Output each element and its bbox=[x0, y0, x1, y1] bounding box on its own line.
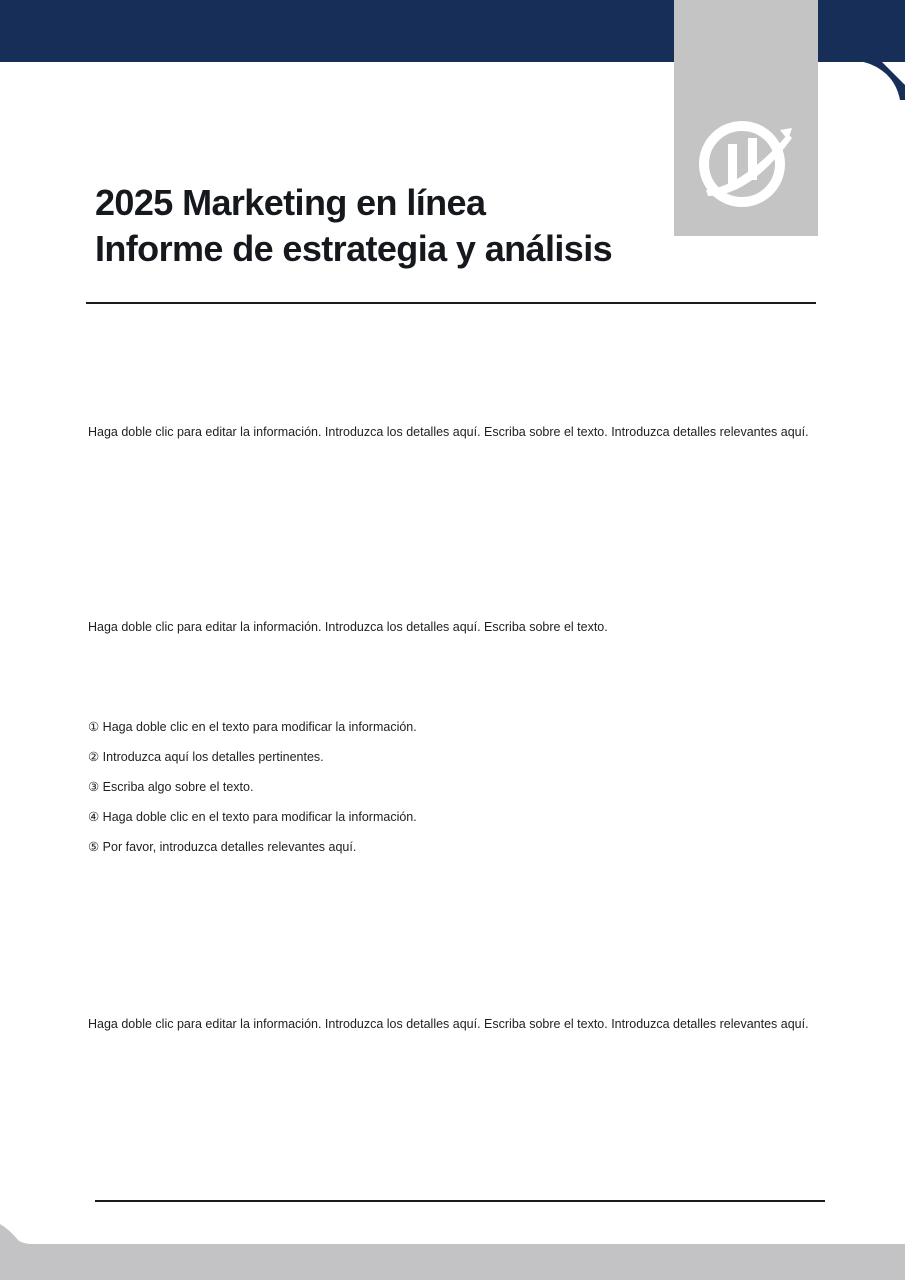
title-line-1: 2025 Marketing en línea bbox=[95, 182, 486, 223]
list-item[interactable]: ⑤ Por favor, introduzca detalles relevantes aquí. bbox=[88, 840, 357, 854]
paragraph-1[interactable]: Haga doble clic para editar la información. Introduzca los detalles aquí. Escriba sobre el texto. Introduzca detalles relevantes aquí. bbox=[88, 425, 809, 439]
list-item[interactable]: ① Haga doble clic en el texto para modificar la información. bbox=[88, 720, 417, 734]
footer-divider bbox=[95, 1200, 825, 1202]
list-item[interactable]: ③ Escriba algo sobre el texto. bbox=[88, 780, 254, 794]
document-title bbox=[95, 180, 612, 272]
paragraph-3[interactable]: Haga doble clic para editar la información. Introduzca los detalles aquí. Escriba sobre el texto. Introduzca detalles relevantes aquí. bbox=[88, 1017, 809, 1031]
title-line-2: Informe de estrategia y análisis bbox=[95, 228, 613, 269]
list-item[interactable]: ② Introduzca aquí los detalles pertinentes. bbox=[88, 750, 324, 764]
paragraph-2[interactable]: Haga doble clic para editar la información. Introduzca los detalles aquí. Escriba sobre el texto. bbox=[88, 620, 608, 634]
header-corner-decoration bbox=[850, 60, 905, 100]
list-item[interactable]: ④ Haga doble clic en el texto para modificar la información. bbox=[88, 810, 417, 824]
logo-box bbox=[674, 0, 818, 236]
growth-arrow-logo-icon bbox=[698, 116, 794, 212]
title-divider bbox=[86, 302, 816, 304]
numbered-list bbox=[88, 715, 417, 865]
footer-band bbox=[0, 1244, 905, 1280]
